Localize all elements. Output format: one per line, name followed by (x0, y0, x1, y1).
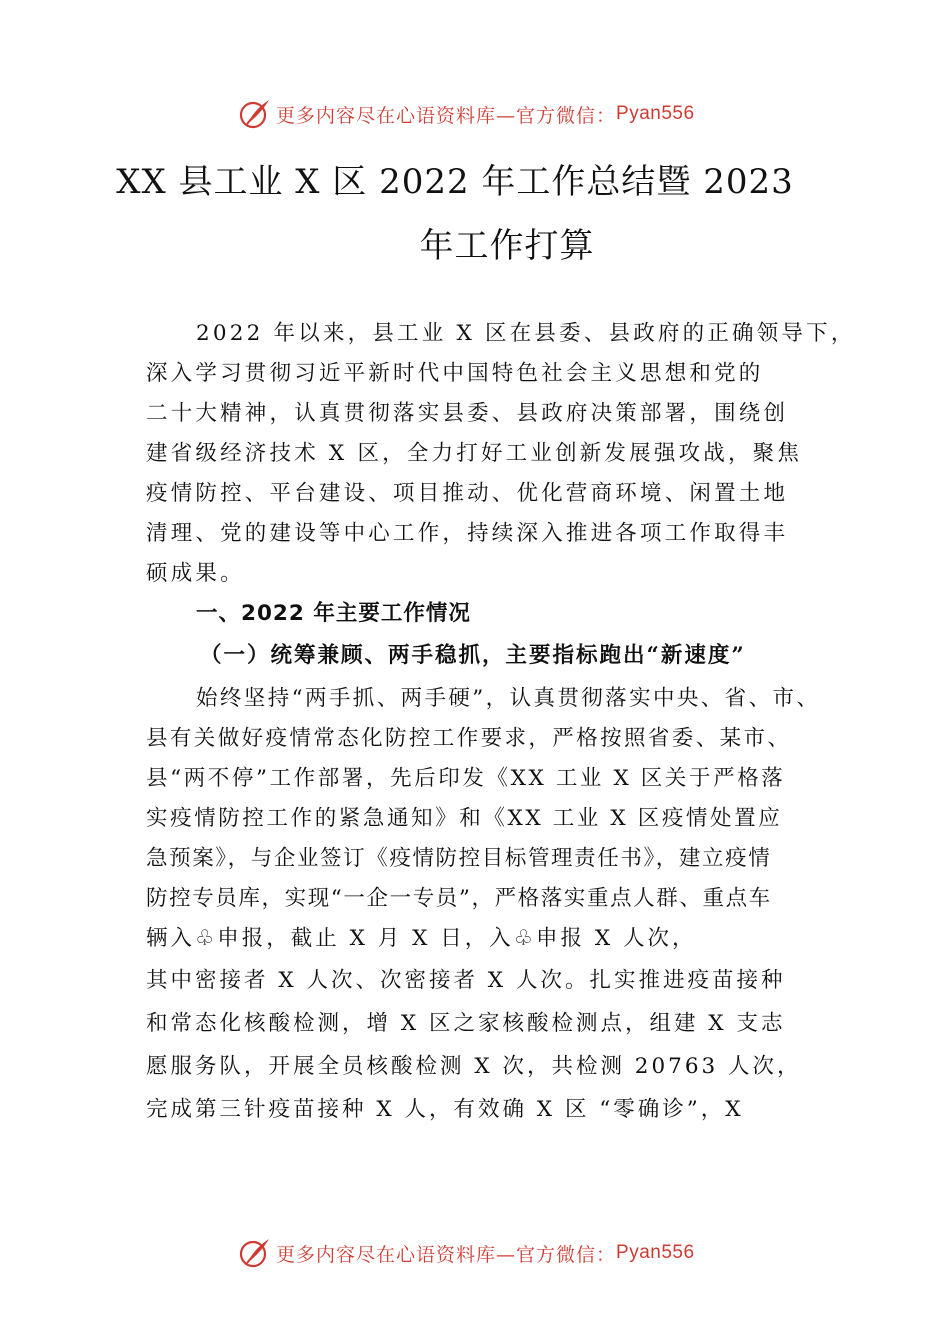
body-line: 始终坚持“两手抓、两手硬”，认真贯彻落实中央、省、市、 (196, 686, 821, 711)
intro-line: 2022 年以来，县工业 X 区在县委、县政府的正确领导下， (196, 321, 856, 346)
body-line: 完成第三针疫苗接种 X 人，有效确 X 区 “零确诊”，X (146, 1097, 744, 1122)
watermark-banner-top (238, 97, 695, 131)
intro-line: 建省级经济技术 X 区，全力打好工业创新发展强攻战，聚焦 (146, 441, 803, 466)
watermark-text: 更多内容尽在心语资料库—官方微信： (276, 104, 617, 127)
quill-logo-icon (238, 97, 272, 131)
body-line: 和常态化核酸检测，增 X 区之家核酸检测点，组建 X 支志 (146, 1011, 786, 1036)
body-line: 急预案》，与企业签订《疫情防控目标管理责任书》，建立疫情 (146, 846, 772, 871)
intro-line: 清理、党的建设等中心工作，持续深入推进各项工作取得丰 (146, 521, 789, 546)
body-line: 辆入♧申报，截止 X 月 X 日，入♧申报 X 人次， (146, 926, 697, 951)
intro-line: 深入学习贯彻习近平新时代中国特色社会主义思想和党的 (146, 361, 764, 386)
watermark-id: Pyan556 (616, 103, 695, 124)
body-line: 实疫情防控工作的紧急通知》和《XX 工业 X 区疫情处置应 (146, 806, 783, 831)
subsection-heading: （一）统筹兼顾、两手稳抓，主要指标跑出“新速度” (200, 643, 746, 668)
body-line: 其中密接者 X 人次、次密接者 X 人次。扎实推进疫苗接种 (146, 968, 786, 993)
body-line: 防控专员库，实现“一企一专员”，严格落实重点人群、重点车 (146, 886, 772, 911)
body-line: 愿服务队，开展全员核酸检测 X 次，共检测 20763 人次， (146, 1054, 802, 1079)
watermark-text: 更多内容尽在心语资料库—官方微信： (276, 1243, 617, 1266)
body-line: 县“两不停”工作部署，先后印发《XX 工业 X 区关于严格落 (146, 766, 786, 791)
section-heading: 一、2022 年主要工作情况 (196, 601, 471, 626)
watermark-banner-bottom (238, 1236, 695, 1270)
document-title-line1: XX 县工业 X 区 2022 年工作总结暨 2023 (116, 162, 794, 202)
document-title-line2: 年工作打算 (419, 226, 595, 266)
body-line: 县有关做好疫情常态化防控工作要求，严格按照省委、某市、 (146, 726, 792, 751)
intro-line: 硕成果。 (146, 561, 245, 586)
intro-line: 二十大精神，认真贯彻落实县委、县政府决策部署，围绕创 (146, 401, 789, 426)
quill-logo-icon (238, 1236, 272, 1270)
watermark-id: Pyan556 (616, 1242, 695, 1263)
intro-line: 疫情防控、平台建设、项目推动、优化营商环境、闲置土地 (146, 481, 789, 506)
